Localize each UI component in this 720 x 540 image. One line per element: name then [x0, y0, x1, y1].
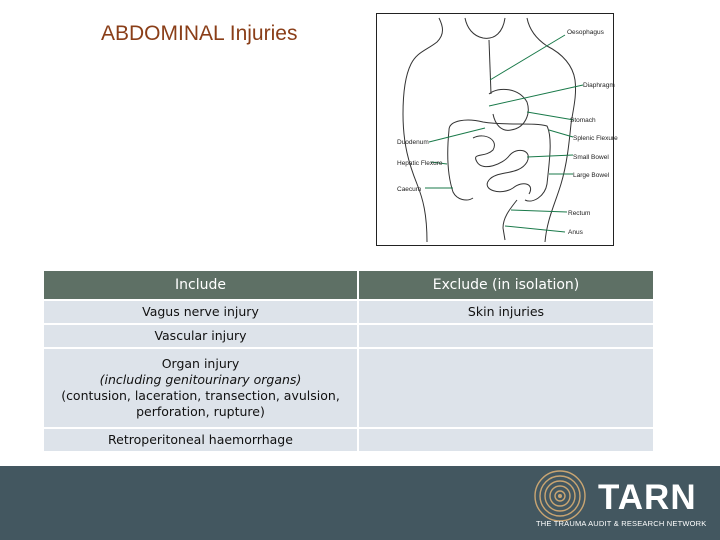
label-large-bowel: Large Bowel [573, 172, 610, 179]
pointer-anus [505, 226, 565, 232]
exclude-cell: Skin injuries [359, 301, 655, 325]
label-splenic-flexure: Splenic Flexure [573, 135, 618, 142]
label-anus: Anus [568, 229, 583, 236]
rectum-shape [503, 200, 517, 240]
label-duodenum: Duodenum [397, 139, 429, 146]
esophagus-shape [489, 40, 491, 94]
label-hepatic-flexure: Hepatic Flexure [397, 160, 443, 167]
table-row [44, 301, 655, 325]
logo-wordmark: TARN [598, 478, 697, 517]
slide-title: ABDOMINAL Injuries [101, 22, 298, 45]
exclude-cell [359, 325, 655, 349]
include-cell [44, 349, 359, 429]
label-small-bowel: Small Bowel [573, 154, 609, 161]
table-row [44, 429, 655, 453]
table-header-row [44, 271, 655, 301]
body-outline-right [527, 18, 576, 242]
pointer-stomach [527, 112, 574, 120]
cell-text: Retroperitoneal haemorrhage [108, 432, 293, 447]
label-stomach: Stomach [570, 117, 596, 124]
cell-text-italic: (including genitourinary organs) [99, 372, 302, 387]
exclude-cell [359, 429, 655, 453]
header-include: Include [44, 271, 359, 301]
header-exclude: Exclude (in isolation) [359, 271, 655, 301]
pointer-splenic [549, 130, 573, 137]
small-bowel-shape [473, 136, 531, 194]
pointer-diaphragm [489, 85, 583, 106]
pointer-rectum [511, 210, 567, 212]
exclude-cell [359, 349, 655, 429]
include-cell [44, 325, 359, 349]
logo-subtitle: THE TRAUMA AUDIT & RESEARCH NETWORK [536, 519, 707, 528]
body-outline-left [403, 18, 443, 242]
include-cell [44, 301, 359, 325]
pointer-duodenum [429, 128, 485, 142]
include-cell [44, 429, 359, 453]
table-row [44, 325, 655, 349]
label-diaphragm: Diaphragm [583, 82, 615, 89]
cell-text: (contusion, laceration, transection, avulsion, [61, 388, 340, 403]
pointer-oesophagus [490, 35, 565, 80]
cell-text: Vascular injury [154, 328, 247, 343]
injury-table [44, 271, 655, 453]
label-rectum: Rectum [568, 210, 591, 217]
table-row [44, 349, 655, 429]
cell-text: Organ injury [161, 356, 240, 371]
cell-text: perforation, rupture) [136, 404, 265, 419]
abdominal-anatomy-diagram [376, 13, 618, 246]
large-bowel-shape [448, 120, 550, 201]
label-oesophagus: Oesophagus [567, 29, 604, 36]
label-caecum: Caecum [397, 186, 422, 193]
cell-text: Vagus nerve injury [142, 304, 259, 319]
neck-outline [465, 18, 505, 38]
